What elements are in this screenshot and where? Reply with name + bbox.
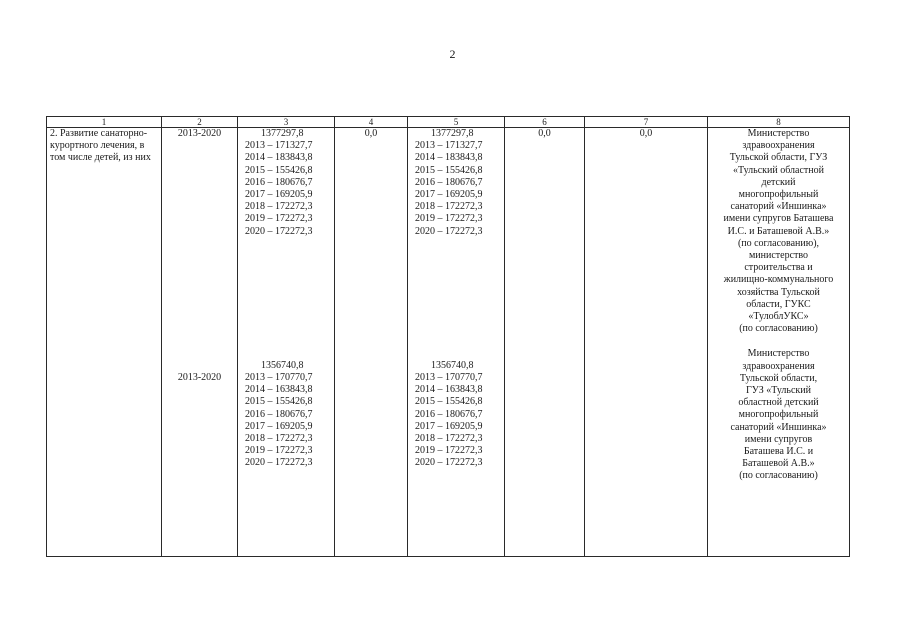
executor-line: хозяйства Тульской — [737, 286, 820, 298]
regional-year: 2016 – 180676,7 — [415, 408, 483, 420]
executor-line: Баташевой А.В.» — [742, 458, 815, 470]
page-number: 2 — [449, 47, 456, 61]
executor-line: областной детский — [738, 397, 819, 409]
table-row — [47, 128, 850, 557]
column-header: 5 — [408, 117, 505, 128]
executor-line: И.С. и Баташевой А.В.» — [727, 225, 830, 237]
regional-year: 2020 – 172272,3 — [415, 225, 483, 237]
executor-line: (по согласованию) — [739, 323, 818, 335]
funding-year: 2016 – 180676,7 — [245, 408, 313, 420]
measure-name: 2. Развитие санаторно-курортного лечения, в том числе детей, из них — [50, 128, 151, 164]
regional-funding-cell — [408, 128, 505, 557]
regional-year: 2020 – 172272,3 — [415, 457, 483, 469]
funding-year: 2014 – 183843,8 — [245, 152, 313, 164]
executor-line: (по согласованию) — [739, 470, 818, 482]
regional-year: 2018 – 172272,3 — [415, 201, 483, 213]
funding-year: 2020 – 172272,3 — [245, 457, 313, 469]
executor-line: Министерство — [747, 128, 810, 139]
executor-line: области, ГУКС — [746, 298, 811, 310]
funding-total-block2: 1356740,8 — [261, 359, 304, 371]
column-header: 8 — [708, 117, 850, 128]
funding-year: 2016 – 180676,7 — [245, 176, 313, 188]
executor-line: имени супругов — [744, 433, 813, 445]
regional-year: 2015 – 155426,8 — [415, 164, 483, 176]
funding-year: 2017 – 169205,9 — [245, 420, 313, 432]
regional-year: 2016 – 180676,7 — [415, 176, 483, 188]
table-header-row — [47, 117, 850, 128]
regional-total-block2: 1356740,8 — [431, 359, 474, 371]
municipal-value: 0,0 — [538, 128, 551, 139]
executor-line: жилищно-коммунального — [723, 274, 834, 286]
funding-year: 2013 – 171327,7 — [245, 140, 313, 152]
federal-value: 0,0 — [364, 128, 378, 139]
executor-line: Министерство — [747, 348, 810, 360]
extrabudget-value: 0,0 — [639, 128, 653, 139]
program-table — [46, 116, 850, 557]
column-header: 3 — [238, 117, 335, 128]
executor-line: детский — [761, 176, 796, 188]
executor-line: (по согласованию), — [737, 237, 820, 249]
executor-line: «ТулоблУКС» — [748, 311, 809, 323]
column-header: 1 — [47, 117, 162, 128]
executor-line: здравоохранения — [742, 140, 815, 152]
funding-year: 2013 – 170770,7 — [245, 372, 313, 384]
municipal-funding-cell — [505, 128, 585, 557]
regional-total-block1: 1377297,8 — [431, 128, 474, 139]
executor-line: имени супругов Баташева — [723, 213, 834, 225]
column-header: 7 — [585, 117, 708, 128]
executor-line: многопрофильный — [738, 189, 819, 201]
executor-cell — [708, 128, 850, 557]
funding-year: 2015 – 155426,8 — [245, 164, 313, 176]
funding-year: 2017 – 169205,9 — [245, 189, 313, 201]
funding-year: 2018 – 172272,3 — [245, 433, 313, 445]
executor-line: ГУЗ «Тульский — [746, 385, 811, 397]
regional-year: 2019 – 172272,3 — [415, 445, 483, 457]
executor-line: многопрофильный — [738, 409, 819, 421]
regional-year: 2019 – 172272,3 — [415, 213, 483, 225]
executor-line: санаторий «Иншинка» — [730, 421, 827, 433]
funding-year: 2020 – 172272,3 — [245, 225, 313, 237]
executor-line: Баташева И.С. и — [743, 446, 814, 458]
funding-year: 2019 – 172272,3 — [245, 213, 313, 225]
period-block1: 2013-2020 — [177, 128, 222, 139]
regional-year: 2015 – 155426,8 — [415, 396, 483, 408]
executor-line: Тульской области, ГУЗ — [729, 152, 828, 164]
executor-line: «Тульский областной — [732, 164, 824, 176]
executor-line: строительства и — [744, 262, 813, 274]
funding-year: 2015 – 155426,8 — [245, 396, 313, 408]
funding-year: 2014 – 163843,8 — [245, 384, 313, 396]
executor-line: Тульской области, — [739, 372, 818, 384]
regional-year: 2018 – 172272,3 — [415, 433, 483, 445]
column-header: 2 — [162, 117, 238, 128]
regional-year: 2013 – 171327,7 — [415, 140, 483, 152]
extrabudget-funding-cell — [585, 128, 708, 557]
regional-year: 2014 – 183843,8 — [415, 152, 483, 164]
column-header: 4 — [335, 117, 408, 128]
federal-funding-cell — [335, 128, 408, 557]
executor-line: санаторий «Иншинка» — [730, 201, 827, 213]
funding-year: 2019 – 172272,3 — [245, 445, 313, 457]
regional-year: 2014 – 163843,8 — [415, 384, 483, 396]
column-header: 6 — [505, 117, 585, 128]
executor-line: здравоохранения — [742, 360, 815, 372]
regional-year: 2017 – 169205,9 — [415, 420, 483, 432]
executor-line: министерство — [748, 250, 809, 262]
regional-year: 2013 – 170770,7 — [415, 372, 483, 384]
total-funding-cell — [238, 128, 335, 557]
period-block2: 2013-2020 — [177, 372, 222, 384]
period-cell — [162, 128, 238, 557]
regional-year: 2017 – 169205,9 — [415, 189, 483, 201]
funding-total-block1: 1377297,8 — [261, 128, 304, 139]
measure-name-cell — [47, 128, 162, 557]
funding-year: 2018 – 172272,3 — [245, 201, 313, 213]
